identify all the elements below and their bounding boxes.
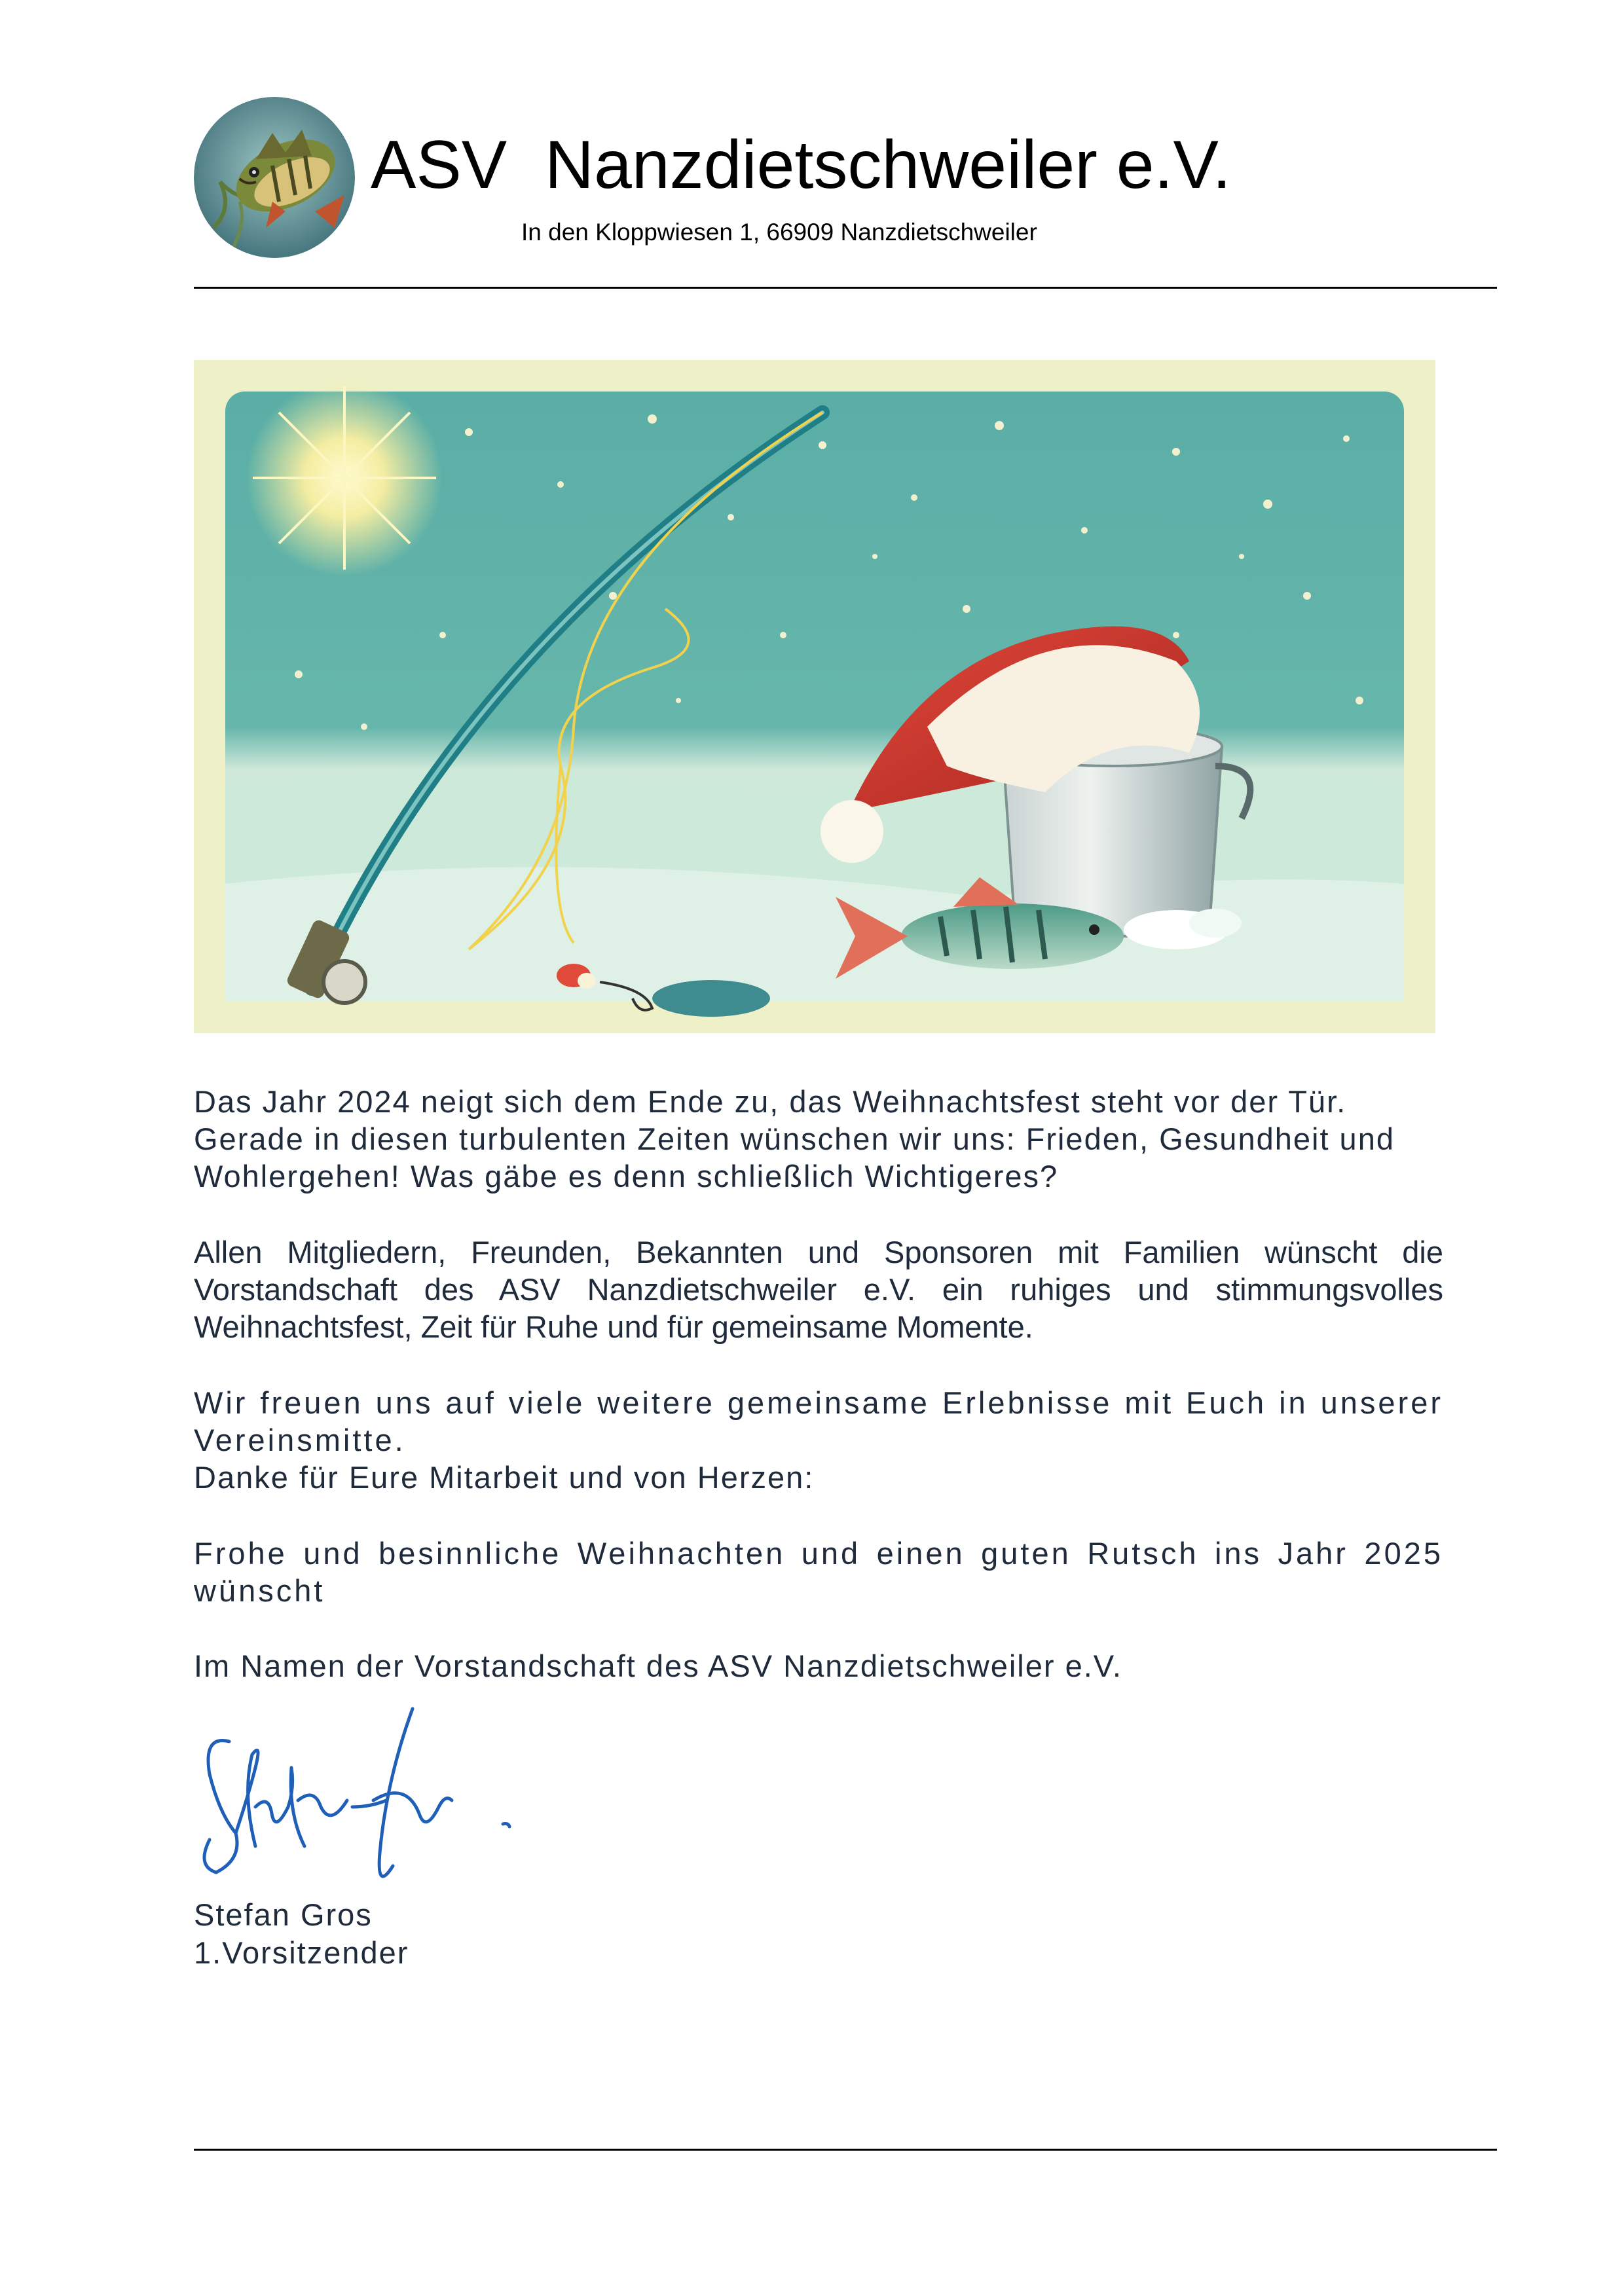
intro-line-2: Gerade in diesen turbulenten Zeiten wünschen wir uns: Frieden, Gesundheit und	[194, 1121, 1395, 1156]
paragraph-on-behalf: Im Namen der Vorstandschaft des ASV Nanzdietschweiler e.V.	[194, 1649, 1122, 1683]
paragraph-intro	[194, 1083, 1443, 1195]
intro-line-3: Wohlergehen! Was gäbe es denn schließlich Wichtigeres?	[194, 1159, 1059, 1194]
footer-divider	[194, 2149, 1497, 2151]
paragraph-thanks-2: Danke für Eure Mitarbeit und von Herzen:	[194, 1460, 815, 1495]
signer-role: 1.Vorsitzender	[194, 1935, 409, 1970]
club-logo	[194, 97, 355, 258]
club-address: In den Kloppwiesen 1, 66909 Nanzdietschweiler	[521, 219, 1037, 246]
signer-name: Stefan Gros	[194, 1897, 373, 1932]
header-divider	[194, 287, 1497, 289]
intro-line-1: Das Jahr 2024 neigt sich dem Ende zu, das Weihnachtsfest steht vor der Tür.	[194, 1084, 1347, 1119]
club-name-title: ASV Nanzdietschweiler e.V.	[371, 127, 1232, 203]
christmas-fishing-illustration	[194, 360, 1435, 1033]
paragraph-thanks: Wir freuen uns auf viele weitere gemeinsame Erlebnisse mit Euch in unserer Vereinsmitte.	[194, 1385, 1443, 1457]
paragraph-greetings: Allen Mitgliedern, Freunden, Bekannten und Sponsoren mit Familien wünscht die Vorstandschaft des ASV Nanzdietschweiler e.V. ein ruhiges und stimmungsvolles Weihnachtsfest, Zeit für Ruhe und für gemeinsame Momente.	[194, 1235, 1443, 1344]
paragraph-wishes: Frohe und besinnliche Weihnachten und einen guten Rutsch ins Jahr 2025 wünscht	[194, 1536, 1443, 1608]
handwritten-signature	[190, 1702, 544, 1899]
perch-fish-logo-icon	[194, 97, 355, 258]
